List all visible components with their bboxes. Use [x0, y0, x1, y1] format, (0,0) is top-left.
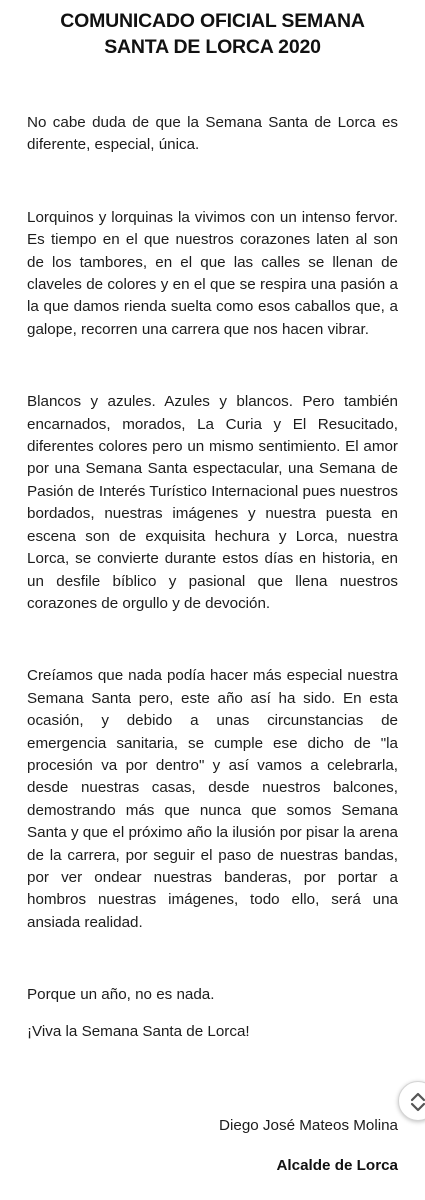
paragraph-emergency: Creíamos que nada podía hacer más especial nuestra Semana Santa pero, este año así ha sido. En esta ocasión, y debido a unas circunstancias de emergencia sanitaria, se cumple ese dicho de "la procesión va por dentro" y así vamos a celebrarla, desde nuestras casas, desde nuestros balcones, demostrando más que nunca que somos Semana Santa y que el próximo año la ilusión por pisar la arena de la carrera, por seguir el paso de nuestras bandas, por ver ondear nuestras banderas, por portar a hombros nuestras imágenes, todo ello, será una ansiada realidad.	[27, 667, 398, 931]
signature-role: Alcalde de Lorca	[276, 1157, 398, 1174]
paragraph-fervor: Lorquinos y lorquinas la vivimos con un intenso fervor. Es tiempo en el que nuestros corazones laten al son de los tambores, en el que las calles se llenan de claveles de colores y en el que se respira una pasión a la que damos rienda suelta como esos caballos que, a galope, recorren una carrera que nos hacen vibrar.	[27, 208, 398, 338]
paragraph-intro: No cabe duda de que la Semana Santa de Lorca es diferente, especial, única.	[27, 114, 398, 154]
paragraph-closing: Porque un año, no es nada.	[27, 986, 215, 1004]
document-title: COMUNICADO OFICIAL SEMANA SANTA DE LORCA 2020	[60, 10, 365, 58]
paragraph-cheer: ¡Viva la Semana Santa de Lorca!	[27, 1022, 250, 1040]
signature-name: Diego José Mateos Molina	[219, 1117, 398, 1134]
paragraph-colors: Blancos y azules. Azules y blancos. Pero también encarnados, morados, La Curia y El Resucitado, diferentes colores pero un mismo sentimiento. El amor por una Semana Santa espectacular, una Semana de Pasión de Interés Turístico Internacional pues nuestros bordados, nuestras imágenes y nuestra puesta en escena son de exquisita hechura y Lorca, nuestra Lorca, se convierte durante estos días en historia, en un desfile bíblico y pasional que llena nuestros corazones de orgullo y de devoción.	[27, 393, 398, 612]
chevron-up-down-icon	[406, 1090, 425, 1114]
